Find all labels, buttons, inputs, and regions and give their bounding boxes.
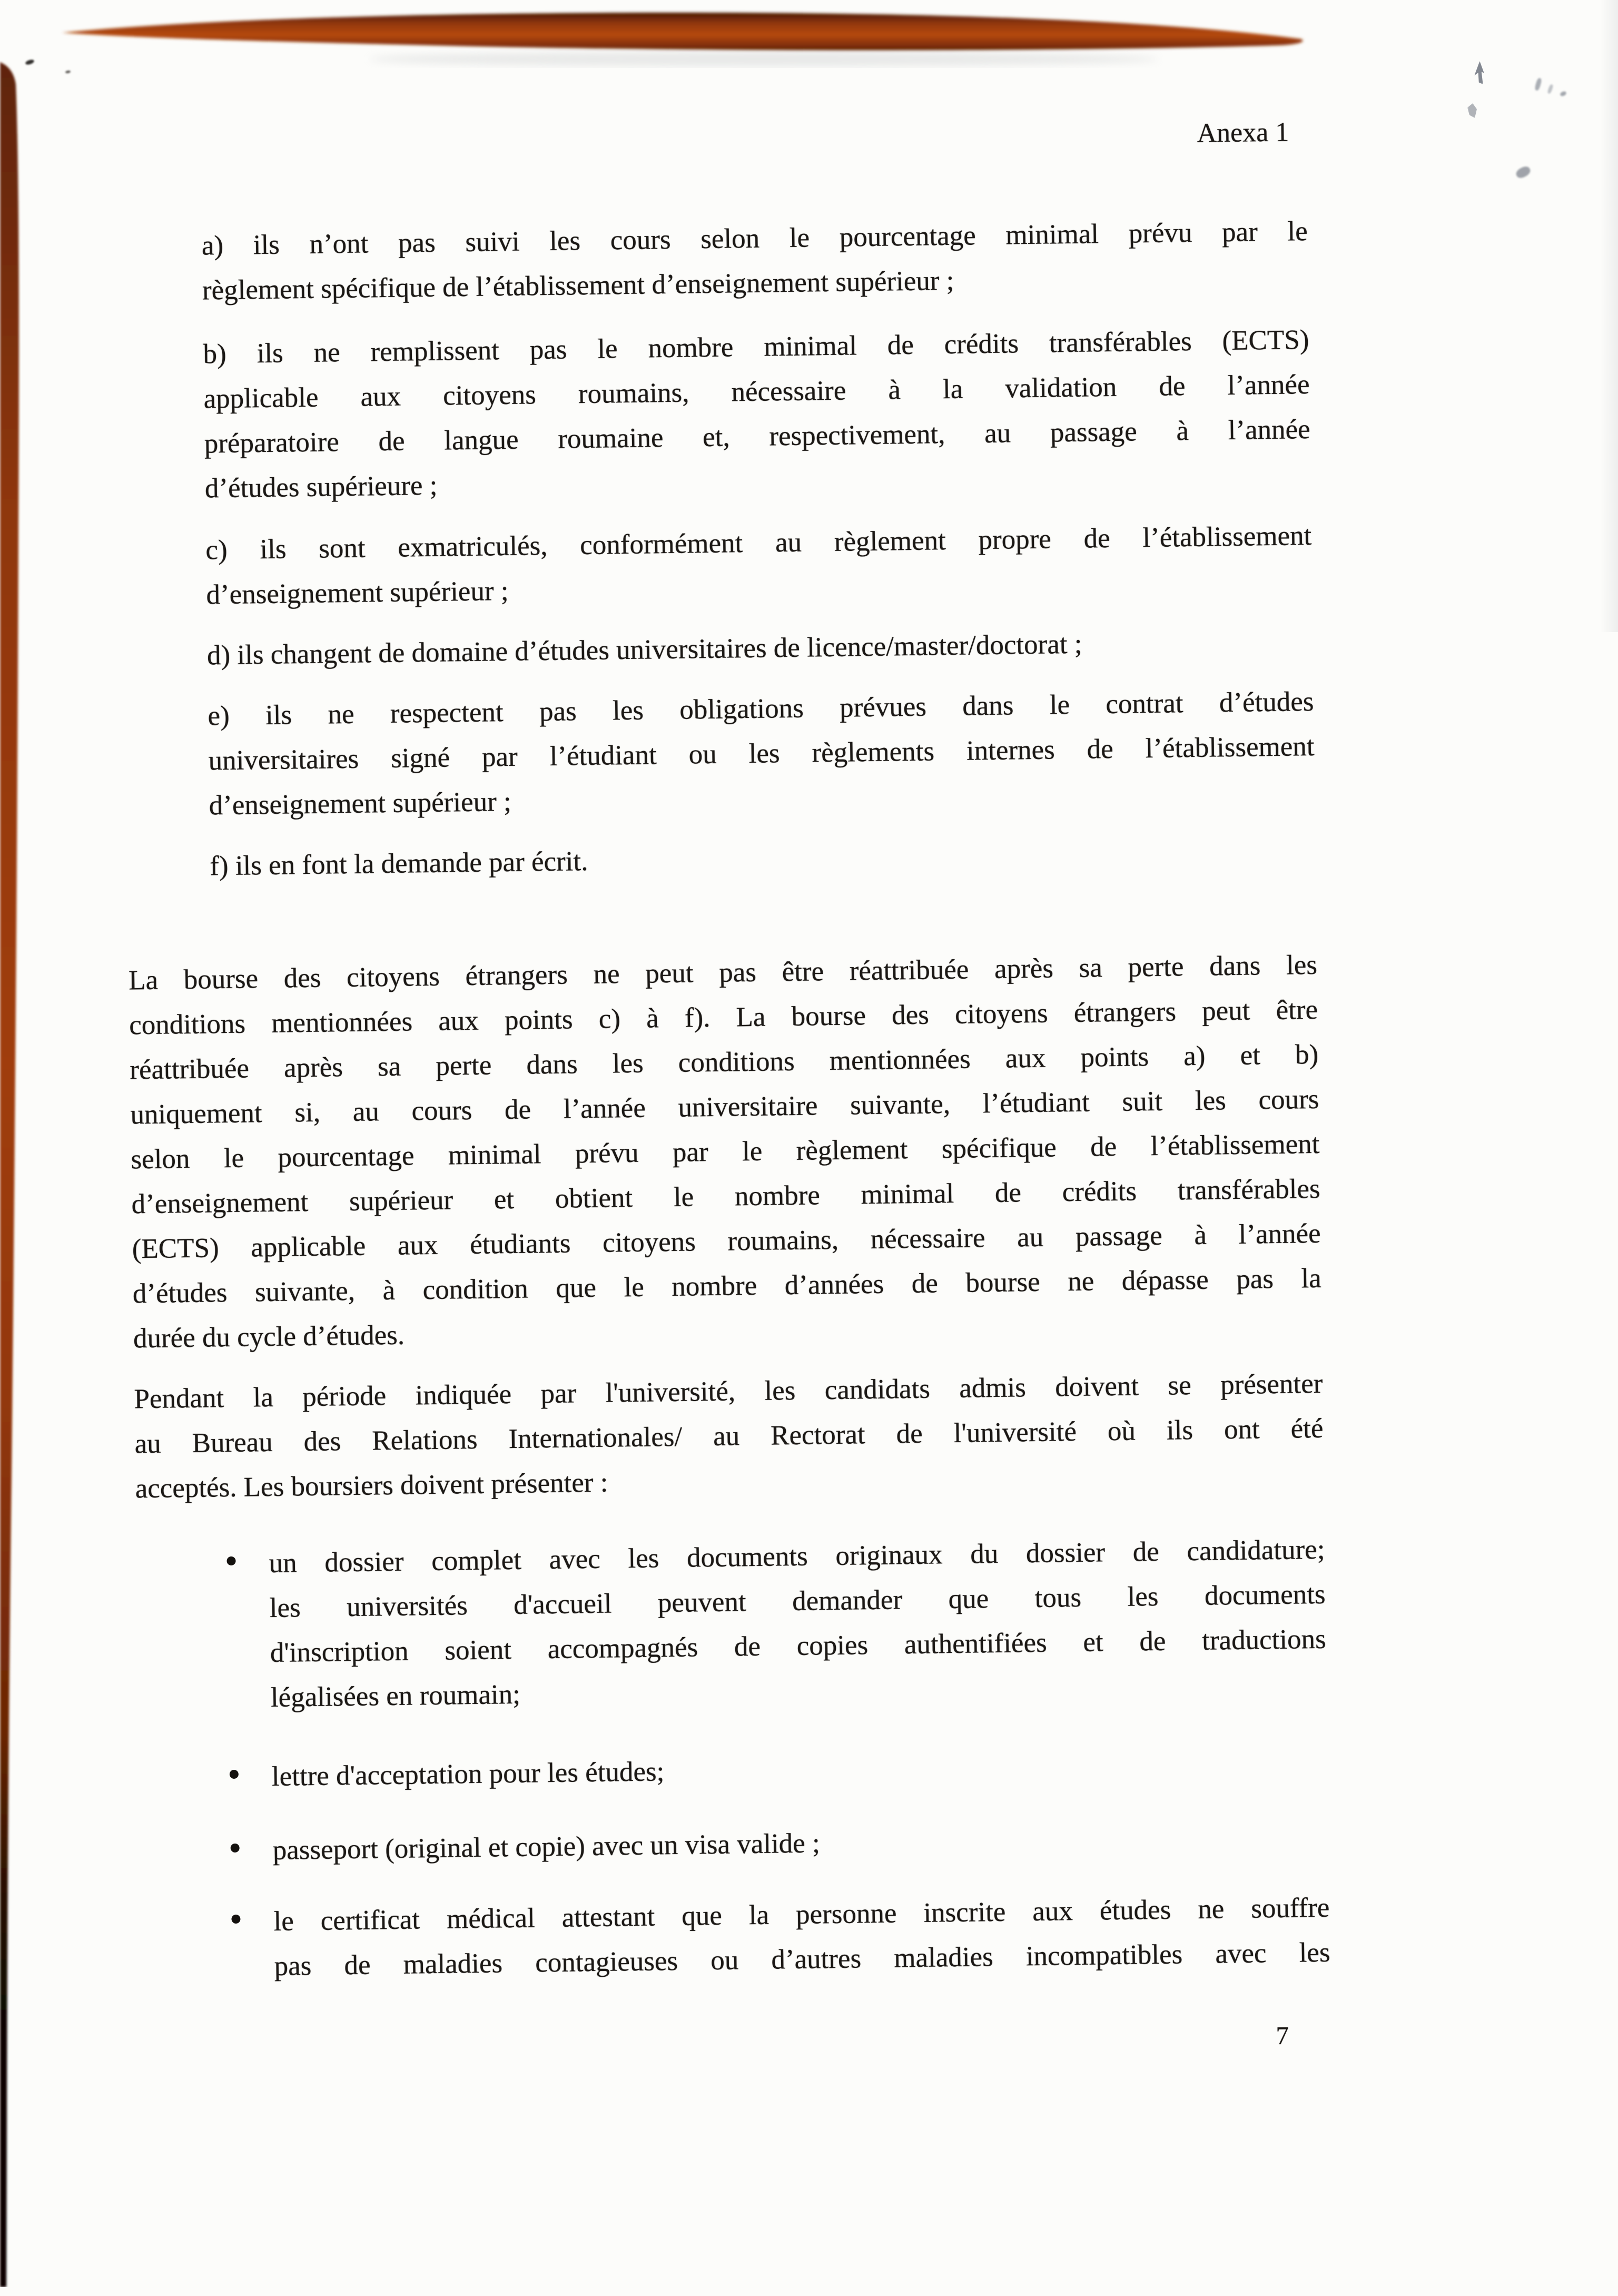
text-line: applicable aux citoyens roumains, nécessaire à la validation de l’année <box>203 369 1310 415</box>
bullet-dot <box>226 1556 235 1565</box>
list-item-d <box>207 619 1314 678</box>
text-line: selon le pourcentage minimal prévu par le règlement spécifique de l’établissement <box>131 1128 1320 1175</box>
text-line: le certificat médical attestant que la personne inscrite aux études ne souffre <box>273 1892 1330 1937</box>
text-line: d’enseignement supérieur ; <box>209 786 512 821</box>
text-line: d'inscription soient accompagnés de copies authentifiées et de traductions <box>270 1623 1327 1669</box>
paragraph-reattribution <box>129 943 1323 1361</box>
text-line: La bourse des citoyens étrangers ne peut pas être réattribuée après sa perte dans les <box>128 949 1318 996</box>
text-line: d’études suivante, à condition que le nombre d’années de bourse ne dépasse pas la <box>132 1263 1322 1309</box>
text-line: e) ils ne respectent pas les obligations prévues dans le contrat d’études <box>208 686 1314 732</box>
text-line: un dossier complet avec les documents originaux du dossier de candidature; <box>269 1534 1325 1579</box>
page-number: 7 <box>1276 2021 1289 2051</box>
text-line: (ECTS) applicable aux étudiants citoyens roumains, nécessaire au passage à l’année <box>132 1218 1321 1265</box>
text-line: conditions mentionnées aux points c) à f). La bourse des citoyens étrangers peut être <box>129 994 1318 1041</box>
list-item-b <box>203 318 1311 511</box>
annex-label: Anexa 1 <box>1197 117 1289 149</box>
text-line: réattribuée après sa perte dans les conditions mentionnées aux points a) et b) <box>129 1039 1319 1086</box>
list-item-a <box>201 209 1308 313</box>
bullet-item-dossier <box>225 1528 1327 1721</box>
paragraph-presentation <box>134 1362 1324 1512</box>
bullet-item-certificat <box>230 1886 1330 1989</box>
bullet-dot <box>231 1915 240 1924</box>
text-line: b) ils ne remplissent pas le nombre minimal de crédits transférables (ECTS) <box>203 324 1309 370</box>
list-item-e <box>208 679 1315 828</box>
text-line: d) ils changent de domaine d’études universitaires de licence/master/doctorat ; <box>206 628 1082 671</box>
text-line: Pendant la période indiquée par l'université, les candidats admis doivent se présenter <box>134 1368 1323 1415</box>
text-line: uniquement si, au cours de l’année universitaire suivante, l’étudiant suit les cours <box>130 1083 1319 1130</box>
bullet-dot <box>231 1844 240 1852</box>
text-line: f) ils en font la demande par écrit. <box>209 846 588 882</box>
list-item-c <box>205 514 1313 617</box>
text-line: pas de maladies contagieuses ou d’autres maladies incompatibles avec les <box>274 1937 1330 1982</box>
text-line: lettre d'acceptation pour les études; <box>271 1756 665 1792</box>
text-line: acceptés. Les boursiers doivent présenter : <box>135 1467 608 1504</box>
text-line: préparatoire de langue roumaine et, respectivement, au passage à l’année <box>204 413 1311 459</box>
text-line: c) ils sont exmatriculés, conformément au règlement propre de l’établissement <box>205 520 1312 566</box>
bullet-item-lettre <box>228 1741 1328 1800</box>
text-line: a) ils n’ont pas suivi les cours selon le pourcentage minimal prévu par le <box>201 216 1308 261</box>
text-line: règlement spécifique de l’établissement d’enseignement supérieur ; <box>202 265 954 306</box>
text-line: d’études supérieure ; <box>204 470 438 504</box>
text-line: d’enseignement supérieur ; <box>206 575 509 610</box>
text-line: les universités d'accueil peuvent demander que tous les documents <box>269 1579 1326 1624</box>
text-line: durée du cycle d’études. <box>133 1319 405 1354</box>
text-line: au Bureau des Relations Internationales/ au Rectorat de l'université où ils ont été <box>134 1413 1324 1460</box>
list-item-f <box>210 830 1316 889</box>
text-line: légalisées en roumain; <box>270 1679 521 1713</box>
text-line: universitaires signé par l’étudiant ou les règlements internes de l’établissement <box>208 731 1315 776</box>
bullet-dot <box>230 1770 239 1779</box>
text-line: d’enseignement supérieur et obtient le nombre minimal de crédits transférables <box>131 1173 1320 1220</box>
bullet-item-passeport <box>229 1815 1329 1874</box>
text-line: passeport (original et copie) avec un visa valide ; <box>272 1828 821 1866</box>
